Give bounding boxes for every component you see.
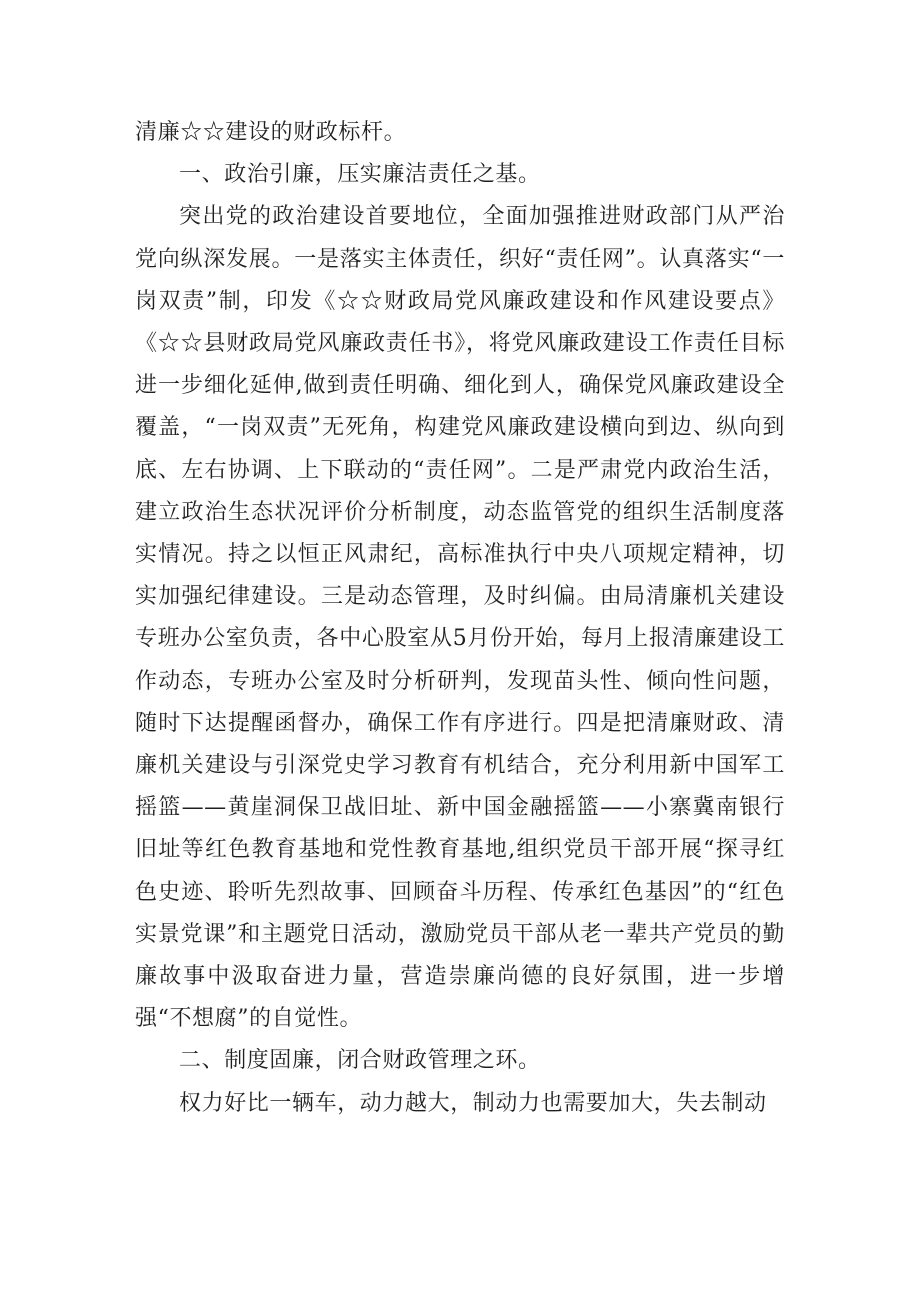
section-heading-1: 一、政治引廉，压实廉洁责任之基。 [179, 162, 541, 188]
paragraph-section-1: 突出党的政治建设首要地位，全面加强推进财政部门从严治党向纵深发展。一是落实主体责任，织好“责任网”。认真落实“一岗双责”制，印发《☆☆财政局党风廉政建设和作风建设要点》《☆☆县财政局党风廉政责任书》，将党风廉政建设工作责任目标进一步细化延伸,做到责任明确、细化到人，确保党风廉政建设全覆盖，“一岗双责”无死角，构建党风廉政建设横向到边、纵向到底、左右协调、上下联动的“责任网”。二是严肃党内政治生活，建立政治生态状况评价分析制度，动态监管党的组织生活制度落实情况。持之以恒正风肃纪，高标准执行中央八项规定精神，切实加强纪律建设。三是动态管理，及时纠偏。由局清廉机关建设专班办公室负责，各中心股室从5月份开始，每月上报清廉建设工作动态，专班办公室及时分析研判，发现苗头性、倾向性问题，随时下达提醒函督办，确保工作有序进行。四是把清廉财政、清廉机关建设与引深党史学习教育有机结合，充分利用新中国军工摇篮——黄崖洞保卫战旧址、新中国金融摇篮——小寨冀南银行旧址等红色教育基地和党性教育基地,组织党员干部开展“探寻红色史迹、聆听先烈故事、回顾奋斗历程、传承红色基因”的“红色实景党课”和主题党日活动，激励党员干部从老一辈共产党员的勤廉故事中汲取奋进力量，营造崇廉尚德的良好氛围，进一步增强“不想腐”的自觉性。 [135, 204, 785, 1032]
section-heading-2: 二、制度固廉，闭合财政管理之环。 [179, 1048, 541, 1074]
document-body [135, 112, 785, 1125]
paragraph-section-2: 权力好比一辆车，动力越大，制动力也需要加大，失去制动 [179, 1090, 767, 1116]
paragraph-continuation: 清廉☆☆建设的财政标杆。 [135, 120, 407, 145]
